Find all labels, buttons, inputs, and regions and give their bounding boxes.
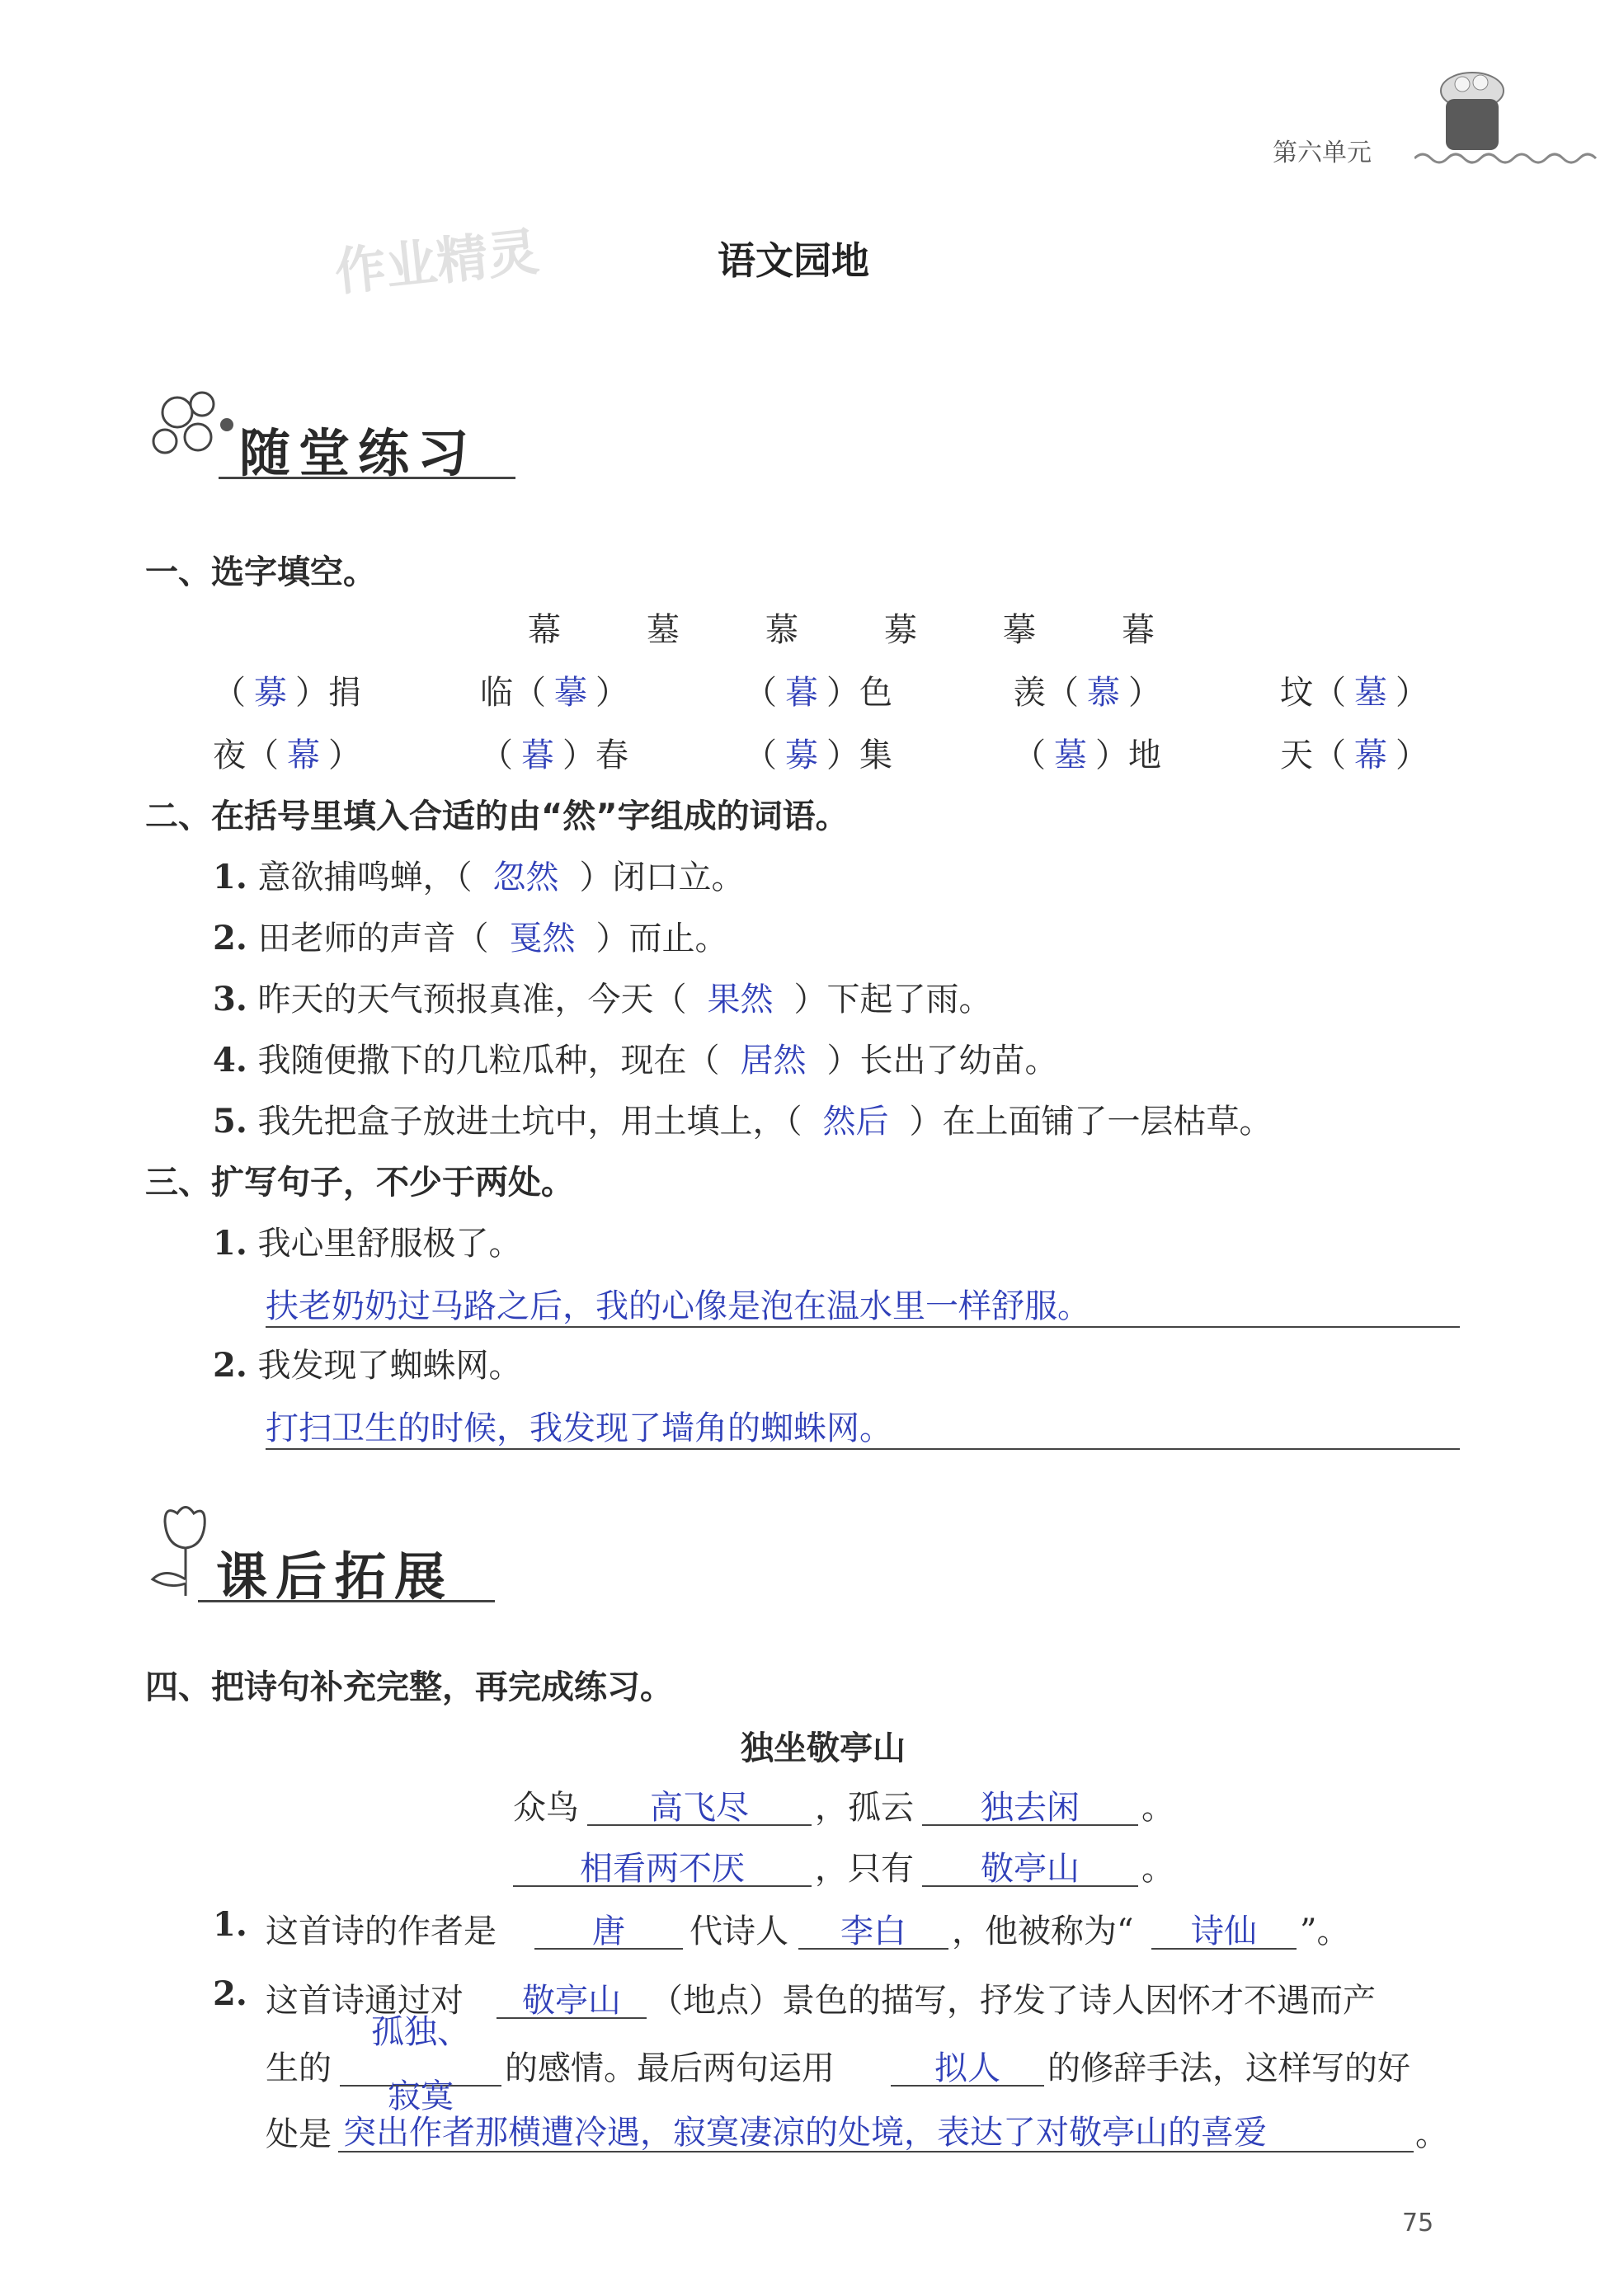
- unit-label: 第六单元: [1273, 139, 1372, 167]
- q4-item-text: 的感情。最后两句运用: [505, 2049, 835, 2087]
- q4-answer: 孤独、: [371, 2013, 470, 2051]
- extension-banner: 课后拓展: [216, 1546, 454, 1607]
- q4-answer: 唐: [592, 1913, 625, 1950]
- q3-title: 三、扩写句子，不少于两处。: [145, 1164, 574, 1202]
- answer-line: [266, 1448, 1460, 1450]
- q4-item-text: ”。: [1300, 1913, 1350, 1950]
- answer: 戛然: [509, 920, 576, 957]
- char-option: 募: [884, 611, 917, 649]
- q1-row2-item: 夜（ 幕 ）: [213, 729, 361, 776]
- answer: 暮: [521, 736, 554, 774]
- poem-title: 独坐敬亭山: [741, 1729, 906, 1767]
- q4-item-text: 这首诗的作者是: [266, 1913, 497, 1950]
- char-option: 墓: [647, 611, 680, 649]
- char-option: 摹: [1003, 611, 1036, 649]
- q4-item-text: 这首诗通过对: [266, 1982, 464, 2020]
- q4-item-text: （地点）景色的描写，抒发了诗人因怀才不遇而产: [650, 1982, 1376, 2020]
- q1-title: 一、选字填空。: [145, 553, 376, 591]
- q4-title: 四、把诗句补充完整，再完成练习。: [145, 1668, 673, 1706]
- q1-row1-item: （ 募 ）捐: [213, 666, 361, 713]
- answer: 幕: [1354, 736, 1387, 774]
- q1-row2-item: （ 募 ）集: [744, 729, 892, 776]
- q2-item: 3. 昨天的天气预报真准，今天（ 果然 ）下起了雨。: [213, 973, 991, 1020]
- flower-decoration-icon: [140, 375, 247, 474]
- answer-line: [266, 1326, 1460, 1328]
- poem-answer: 相看两不厌: [580, 1850, 745, 1888]
- poem-text: ，孤云: [815, 1789, 914, 1827]
- char-option: 暮: [1122, 611, 1155, 649]
- q1-row1-item: 羡（ 慕 ）: [1013, 666, 1161, 713]
- answer: 果然: [707, 981, 774, 1018]
- q2-item: 4. 我随便撒下的几粒瓜种，现在（ 居然 ）长出了幼苗。: [213, 1034, 1057, 1081]
- answer: 募: [785, 736, 818, 774]
- page-number: 75: [1402, 2209, 1434, 2237]
- q1-row1-item: 坟（ 墓 ）: [1280, 666, 1428, 713]
- poem-text: ，只有: [815, 1850, 914, 1888]
- q1-row2-item: （ 暮 ）春: [480, 729, 628, 776]
- extension-banner-underline: [198, 1600, 495, 1602]
- char-option: 幕: [528, 611, 561, 649]
- answer: 墓: [1054, 736, 1087, 774]
- page-title: 语文园地: [718, 238, 869, 283]
- q1-row2-item: 天（ 幕 ）: [1280, 729, 1428, 776]
- q4-item-text: 代诗人: [689, 1913, 788, 1950]
- q3-item-prompt: 1. 我心里舒服极了。: [213, 1224, 522, 1263]
- q4-answer: 李白: [840, 1913, 906, 1950]
- q2-item: 1. 意欲捕鸣蝉，（ 忽然 ）闭口立。: [213, 851, 744, 898]
- answer: 募: [254, 674, 287, 711]
- q4-item-text: 处是: [266, 2115, 332, 2153]
- q4-answer: 敬亭山: [522, 1982, 621, 2020]
- poem-answer: 高飞尽: [650, 1789, 749, 1827]
- answer: 幕: [287, 736, 320, 774]
- q1-row2-item: （ 墓 ）地: [1013, 729, 1161, 776]
- poem-text: 。: [1141, 1789, 1174, 1827]
- q1-row1-item: （ 暮 ）色: [744, 666, 892, 713]
- answer: 摹: [554, 674, 587, 711]
- poem-text: 。: [1141, 1850, 1174, 1888]
- poem-answer: 敬亭山: [981, 1850, 1080, 1888]
- q4-answer: 突出作者那横遭冷遇，寂寞凄凉的处境，表达了对敬亭山的喜爱: [343, 2114, 1267, 2151]
- poem-answer: 独去闲: [981, 1789, 1080, 1827]
- q1-char-options: [528, 604, 1155, 651]
- q4-item-number: 2.: [213, 1974, 247, 2013]
- q2-item: 5. 我先把盒子放进土坑中，用土填上，（ 然后 ）在上面铺了一层枯草。: [213, 1095, 1272, 1142]
- q4-item-text: 的修辞手法，这样写的好: [1047, 2049, 1410, 2087]
- header-decoration-icon: [1414, 58, 1604, 165]
- practice-banner: 随堂练习: [239, 423, 478, 483]
- answer: 暮: [785, 674, 818, 711]
- answer: 居然: [740, 1042, 807, 1079]
- q3-item-answer: 扶老奶奶过马路之后，我的心像是泡在温水里一样舒服。: [266, 1287, 1090, 1324]
- q4-answer: 寂寞: [388, 2077, 454, 2115]
- q1-row1-item: 临（ 摹 ）: [480, 666, 628, 713]
- answer: 然后: [822, 1103, 889, 1140]
- q3-item-answer: 打扫卫生的时候，我发现了墙角的蜘蛛网。: [266, 1409, 892, 1447]
- q4-item-text: 生的: [266, 2049, 332, 2087]
- q4-answer: 拟人: [934, 2049, 1000, 2087]
- poem-text: 众鸟: [513, 1789, 579, 1827]
- q4-answer: 诗仙: [1191, 1913, 1257, 1950]
- practice-banner-underline: [219, 477, 515, 479]
- q4-item-number: 1.: [213, 1905, 247, 1944]
- q4-item-text: ，他被称为“: [952, 1913, 1134, 1950]
- q3-item-prompt: 2. 我发现了蜘蛛网。: [213, 1346, 522, 1385]
- watermark: 作业精灵: [332, 221, 542, 303]
- answer: 忽然: [492, 859, 559, 896]
- q2-title: 二、在括号里填入合适的由“然”字组成的词语。: [145, 797, 849, 835]
- q4-item-text: 。: [1415, 2115, 1448, 2153]
- answer: 慕: [1087, 674, 1120, 711]
- char-option: 慕: [765, 611, 798, 649]
- answer: 墓: [1354, 674, 1387, 711]
- q2-item: 2. 田老师的声音（ 戛然 ）而止。: [213, 912, 727, 959]
